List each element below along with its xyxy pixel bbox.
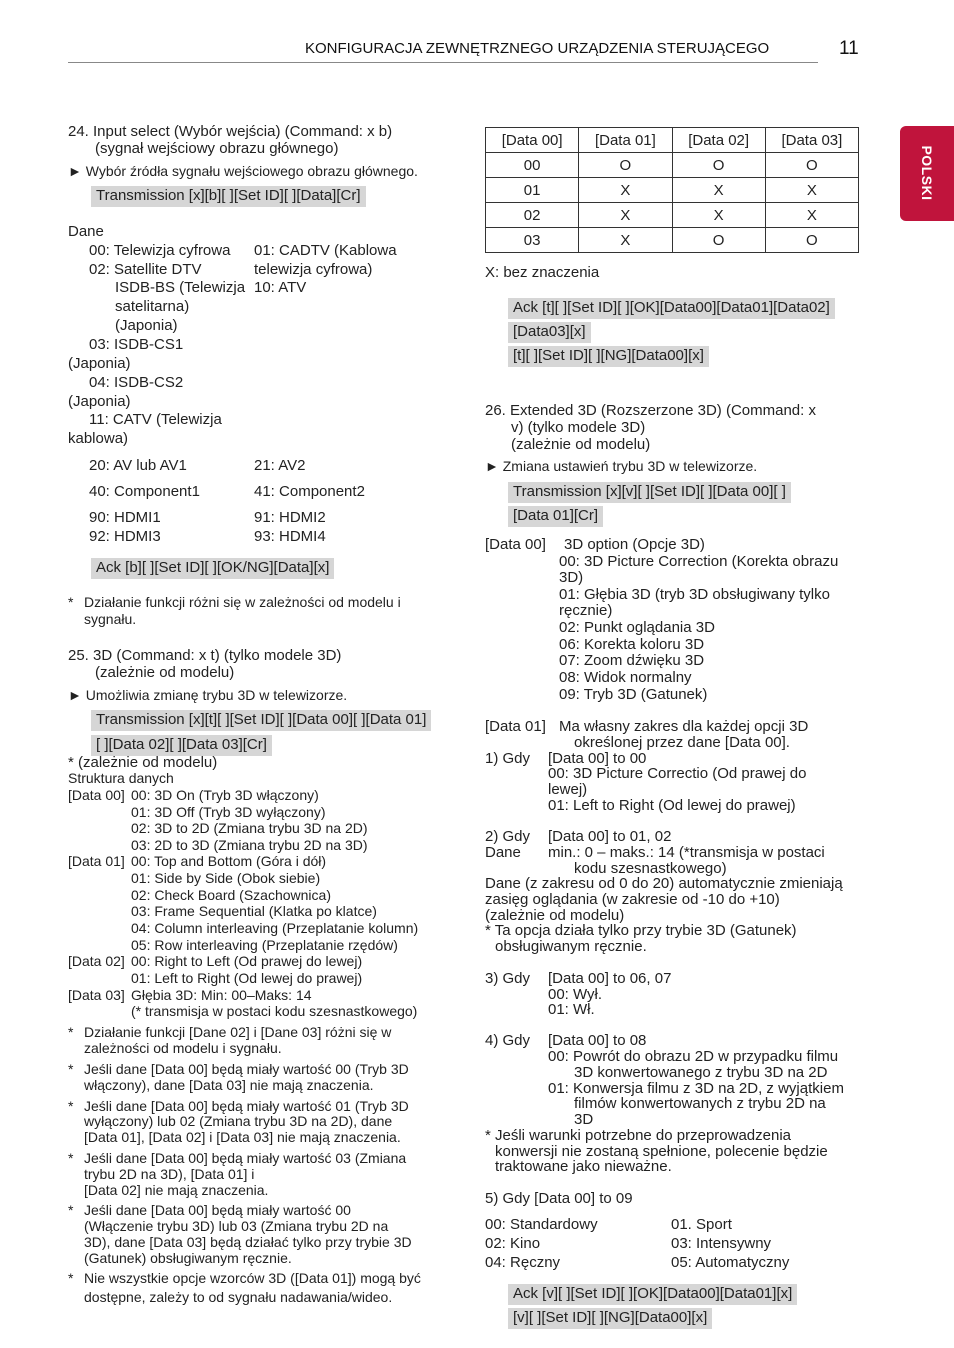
s25-ack-3: [t][ ][Set ID][ ][NG][Data00][x] (508, 346, 709, 367)
s26-c5-label: 5) Gdy [Data 00] to 09 (485, 1190, 633, 1207)
s26-d01a: Ma własny zakres dla każdej opcji 3D (559, 718, 809, 735)
s26-c1b: 00: 3D Picture Correctio (Od prawej do (548, 765, 807, 782)
s25-n3-star: * (68, 1098, 74, 1114)
s25-n6b: dostępne, zależy to od sygnału nadawania/wideo. (84, 1289, 393, 1305)
s26-o06: 06: Korekta koloru 3D (559, 636, 705, 653)
s26-c4h: konwersji nie zostaną spełnione, polecenie będzie (495, 1143, 828, 1160)
s24-l7: (Japonia) (68, 355, 131, 372)
s24-title: 24. Input select (Wybór wejścia) (Command: x b) (68, 123, 393, 140)
s26-o09: 09: Tryb 3D (Gatunek) (559, 686, 708, 703)
s26-c4f: 3D (574, 1111, 594, 1128)
table-header-row (486, 128, 859, 153)
s26-o07: 07: Zoom dźwięku 3D (559, 652, 705, 669)
s26-c3c: 01: Wł. (548, 1001, 595, 1018)
s25-n3b: wyłączony) lub 02 (Zmiana trybu 3D na 2D), dane (84, 1113, 393, 1129)
s25-n4b: trybu 2D na 3D), [Data 01] i (84, 1166, 255, 1182)
s25-n5c: 3D), dane [Data 03] będą działać tylko przy trybie 3D (84, 1234, 412, 1250)
table-cell: X (579, 228, 672, 253)
s25-n5d: (Gatunek) obsługiwanym ręcznie. (84, 1250, 292, 1266)
s26-title-3: (zależnie od modelu) (511, 436, 651, 453)
s24-av-b: 21: AV2 (254, 457, 306, 474)
s26-c2g: * Ta opcja działa tylko przy trybie 3D (Gatunek) (485, 922, 797, 939)
s25-n3a: Jeśli dane [Data 00] będą miały wartość 01 (Tryb 3D (84, 1098, 409, 1114)
s26-c2h: obsługiwanym ręcznie. (495, 938, 647, 955)
data-table (485, 127, 859, 253)
table-cell: O (672, 153, 765, 178)
s25-n3c: [Data 01], [Data 02] i [Data 03] nie mają znaczenia. (84, 1129, 401, 1145)
s26-c4a: [Data 00] to 08 (548, 1032, 647, 1049)
s24-l2b: telewizja cyfrowa) (254, 261, 373, 278)
s25-d01-4: 04: Column interleaving (Przeplatanie kolumn) (131, 920, 419, 936)
table-header-cell: [Data 01] (579, 128, 672, 153)
s25-d00-0: 00: 3D On (Tryb 3D włączony) (131, 787, 319, 803)
s26-g00: 00: Standardowy (485, 1216, 598, 1233)
s26-c2-label: 2) Gdy (485, 828, 531, 845)
table-cell: O (672, 228, 765, 253)
s25-n1-star: * (68, 1024, 74, 1040)
s26-title-2: v) (tylko modele 3D) (511, 419, 646, 436)
s25-n4a: Jeśli dane [Data 00] będą miały wartość 03 (Zmiana (84, 1150, 407, 1166)
table-cell: 03 (486, 228, 579, 253)
s25-d00-3: 03: 2D to 3D (Zmiana trybu 2D na 3D) (131, 837, 368, 853)
s25-bullet: ► Umożliwia zmianę trybu 3D w telewizorze. (68, 687, 348, 703)
s26-o01b: ręcznie) (559, 602, 613, 619)
s24-l3b: 10: ATV (254, 279, 307, 296)
s26-o01a: 01: Głębia 3D (tryb 3D obsługiwany tylko (559, 586, 830, 603)
s24-l4: satelitarna) (115, 298, 190, 315)
s24-l8: 04: ISDB-CS2 (89, 374, 184, 391)
s25-n4c: [Data 02] nie mają znaczenia. (84, 1182, 269, 1198)
s26-ack-2: [v][ ][Set ID][ ][NG][Data00][x] (508, 1308, 712, 1329)
s26-g02: 02: Kino (485, 1235, 541, 1252)
s26-c2c: kodu szesnastkowego) (574, 860, 727, 877)
s25-d03-0: Głębia 3D: Min: 00–Maks: 14 (131, 987, 312, 1003)
s25-n1b: zależności od modelu i sygnału. (84, 1040, 282, 1056)
s24-l2a: 02: Satellite DTV (89, 261, 202, 278)
s24-l6: 03: ISDB-CS1 (89, 336, 184, 353)
s26-title: 26. Extended 3D (Rozszerzone 3D) (Command: x (485, 402, 816, 419)
s26-c2f: (zależnie od modelu) (485, 907, 625, 924)
table-legend: X: bez znaczenia (485, 264, 600, 281)
table-cell: X (765, 178, 858, 203)
header-rule (68, 62, 818, 63)
s25-d01-1: 01: Side by Side (Obok siebie) (131, 870, 321, 886)
table-header-cell: [Data 00] (486, 128, 579, 153)
table-cell: 00 (486, 153, 579, 178)
s24-av-a: 20: AV lub AV1 (89, 457, 187, 474)
s26-c4i: traktowane jako nieważne. (495, 1158, 672, 1175)
s26-d01-label: [Data 01] (485, 718, 546, 735)
s26-c3b: 00: Wył. (548, 986, 603, 1003)
s25-d00-1: 01: 3D Off (Tryb 3D wyłączony) (131, 804, 326, 820)
s26-c4e: filmów konwertowanych z trybu 2D na (574, 1095, 826, 1112)
s26-c2d: Dane (z zakresu od 0 do 20) automatycznie zmieniają (485, 875, 843, 892)
s25-transmission-1: Transmission [x][t][ ][Set ID][ ][Data 00][ ][Data 01] (91, 710, 431, 731)
s25-dep: * (zależnie od modelu) (68, 754, 218, 771)
s26-c1a: [Data 00] to 00 (548, 750, 647, 767)
s26-transmission-2: [Data 01][Cr] (508, 506, 603, 527)
table-row (486, 203, 859, 228)
s24-note-2: sygnału. (84, 611, 137, 627)
s26-c1d: 01: Left to Right (Od lewej do prawej) (548, 797, 796, 814)
s25-n2-star: * (68, 1061, 74, 1077)
table-cell: 02 (486, 203, 579, 228)
s25-d01-label: [Data 01] (68, 853, 125, 869)
s24-l9: (Japonia) (68, 393, 131, 410)
page-number: 11 (839, 38, 859, 59)
s26-c2-dane: Dane (485, 844, 521, 861)
table-cell: X (579, 203, 672, 228)
s25-d01-2: 02: Check Board (Szachownica) (131, 887, 331, 903)
s24-comp-b: 41: Component2 (254, 483, 365, 500)
s25-d01-5: 05: Row interleaving (Przeplatanie rzędów) (131, 937, 398, 953)
s26-c1-label: 1) Gdy (485, 750, 531, 767)
s25-n5b: (Włączenie trybu 3D) lub 03 (Zmiana trybu 2D na (84, 1218, 389, 1234)
s25-d02-1: 01: Left to Right (Od lewej do prawej) (131, 970, 363, 986)
s24-l10: 11: CATV (Telewizja (89, 411, 222, 428)
s25-d03-1: (* transmisja w postaci kodu szesnastkowego) (131, 1003, 418, 1019)
s26-g01: 01. Sport (671, 1216, 732, 1233)
page-header-title: KONFIGURACJA ZEWNĘTRZNEGO URZĄDZENIA STERUJĄCEGO (305, 40, 770, 57)
s24-l11: kablowa) (68, 430, 129, 447)
table-header-cell: [Data 03] (765, 128, 858, 153)
table-cell: X (672, 203, 765, 228)
s25-d02-label: [Data 02] (68, 953, 125, 969)
s24-ack: Ack [b][ ][Set ID][ ][OK/NG][Data][x] (91, 558, 334, 579)
table-cell: X (579, 178, 672, 203)
s25-d00-2: 02: 3D to 2D (Zmiana trybu 3D na 2D) (131, 820, 368, 836)
s24-hdmi2: 91: HDMI2 (254, 509, 326, 526)
s24-note-star: * (68, 594, 74, 610)
s26-c4c: 3D konwertowanego z trybu 3D na 2D (574, 1064, 828, 1081)
s25-n6a: Nie wszystkie opcje wzorców 3D ([Data 01]) mogą być (84, 1270, 421, 1286)
s26-c3-label: 3) Gdy (485, 970, 531, 987)
s26-o08: 08: Widok normalny (559, 669, 692, 686)
s26-d00-label: [Data 00] (485, 536, 546, 553)
s24-l5: (Japonia) (115, 317, 178, 334)
s26-d00-title: 3D option (Opcje 3D) (564, 536, 705, 553)
table-header-cell: [Data 02] (672, 128, 765, 153)
s24-comp-a: 40: Component1 (89, 483, 200, 500)
language-tab: POLSKI (900, 126, 954, 221)
s26-ack-1: Ack [v][ ][Set ID][ ][OK][Data00][Data01][x] (508, 1284, 797, 1305)
table-cell: 01 (486, 178, 579, 203)
s26-bullet: ► Zmiana ustawień trybu 3D w telewizorze. (485, 458, 758, 474)
s25-ack-1: Ack [t][ ][Set ID][ ][OK][Data00][Data01][Data02] (508, 298, 835, 319)
s25-ack-2: [Data03][x] (508, 322, 591, 343)
s26-o00a: 00: 3D Picture Correction (Korekta obrazu (559, 553, 839, 570)
s24-hdmi4: 93: HDMI4 (254, 528, 326, 545)
s26-c4-label: 4) Gdy (485, 1032, 531, 1049)
s25-n2a: Jeśli dane [Data 00] będą miały wartość 00 (Tryb 3D (84, 1061, 409, 1077)
s26-c3a: [Data 00] to 06, 07 (548, 970, 672, 987)
s24-note-1: Działanie funkcji różni się w zależności od modelu i (84, 594, 401, 610)
s25-d02-0: 00: Right to Left (Od prawej do lewej) (131, 953, 363, 969)
s24-l1a: 00: Telewizja cyfrowa (89, 242, 231, 259)
table-row (486, 228, 859, 253)
table-row (486, 178, 859, 203)
s25-struct: Struktura danych (68, 770, 174, 786)
table-cell: O (579, 153, 672, 178)
table-cell: O (765, 228, 858, 253)
s26-transmission-1: Transmission [x][v][ ][Set ID][ ][Data 00][ ] (508, 482, 791, 503)
s24-l3a: ISDB-BS (Telewizja (115, 279, 246, 296)
s24-title-2: (sygnał wejściowy obrazu głównego) (95, 140, 339, 157)
s25-n6-star: * (68, 1270, 74, 1286)
s26-c2e: zasięg oglądania (w zakresie od -10 do +10) (485, 891, 780, 908)
s26-d01b: określonej przez dane [Data 00]. (574, 734, 790, 751)
s24-transmission: Transmission [x][b][ ][Set ID][ ][Data][Cr] (91, 186, 366, 207)
s26-g05: 05: Automatyczny (671, 1254, 790, 1271)
s25-title: 25. 3D (Command: x t) (tylko modele 3D) (68, 647, 342, 664)
s24-hdmi3: 92: HDMI3 (89, 528, 161, 545)
s25-n5-star: * (68, 1202, 74, 1218)
s25-d00-label: [Data 00] (68, 787, 125, 803)
s26-g04: 04: Ręczny (485, 1254, 561, 1271)
s26-c2b: min.: 0 – maks.: 14 (*transmisja w postaci (548, 844, 825, 861)
s25-d01-0: 00: Top and Bottom (Góra i dół) (131, 853, 327, 869)
s24-l1b: 01: CADTV (Kablowa (254, 242, 397, 259)
table-cell: X (765, 203, 858, 228)
s26-o02: 02: Punkt oglądania 3D (559, 619, 715, 636)
s25-n2b: włączony), dane [Data 03] nie mają znaczenia. (84, 1077, 374, 1093)
s26-c1c: lewej) (548, 781, 588, 798)
s25-title-2: (zależnie od modelu) (95, 664, 235, 681)
table-cell: X (672, 178, 765, 203)
s26-c4b: 00: Powrót do obrazu 2D w przypadku filmu (548, 1048, 839, 1065)
s25-transmission-2: [ ][Data 02][ ][Data 03][Cr] (91, 735, 272, 756)
s24-bullet: ► Wybór źródła sygnału wejściowego obrazu głównego. (68, 163, 418, 179)
s25-n5a: Jeśli dane [Data 00] będą miały wartość 00 (84, 1202, 351, 1218)
s25-n4-star: * (68, 1150, 74, 1166)
s24-hdmi1: 90: HDMI1 (89, 509, 161, 526)
table-cell: O (765, 153, 858, 178)
s26-c4d: 01: Konwersja filmu z 3D na 2D, z wyjątkiem (548, 1080, 844, 1097)
table-row (486, 153, 859, 178)
s25-n1a: Działanie funkcji [Dane 02] i [Dane 03] różni się w (84, 1024, 392, 1040)
s26-g03: 03: Intensywny (671, 1235, 772, 1252)
s24-dane: Dane (68, 223, 104, 240)
s26-c2a: [Data 00] to 01, 02 (548, 828, 672, 845)
s26-c4g: * Jeśli warunki potrzebne do przeprowadzenia (485, 1127, 792, 1144)
s25-d03-label: [Data 03] (68, 987, 125, 1003)
s25-d01-3: 03: Frame Sequential (Klatka po klatce) (131, 903, 377, 919)
s26-o00b: 3D) (559, 569, 584, 586)
